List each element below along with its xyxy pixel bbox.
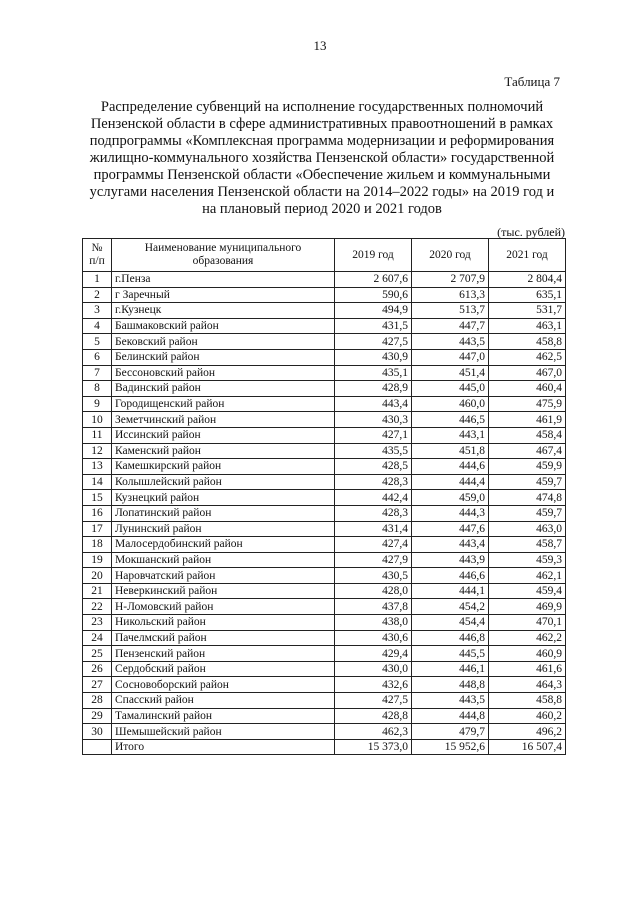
cell-2021: 467,4: [489, 443, 566, 459]
table-row: [83, 708, 566, 724]
header-num: № п/п: [83, 239, 112, 272]
cell-2021: 469,9: [489, 599, 566, 615]
cell-num: 15: [83, 490, 112, 506]
cell-name: Неверкинский район: [112, 583, 335, 599]
cell-name: Земетчинский район: [112, 412, 335, 428]
cell-2021: 458,8: [489, 693, 566, 709]
cell-2021: 458,8: [489, 334, 566, 350]
cell-2019: 428,3: [335, 505, 412, 521]
cell-num: 24: [83, 630, 112, 646]
cell-name: Вадинский район: [112, 381, 335, 397]
cell-2021: 462,2: [489, 630, 566, 646]
cell-2021: 474,8: [489, 490, 566, 506]
table-row: [83, 459, 566, 475]
cell-2019: 430,5: [335, 568, 412, 584]
cell-2021: 462,5: [489, 349, 566, 365]
title-line: Распределение субвенций на исполнение государственных полномочий: [100, 99, 544, 115]
header-2020: 2020 год: [412, 239, 489, 272]
total-cell-name: Итого: [112, 739, 335, 755]
cell-2019: 430,9: [335, 349, 412, 365]
cell-2021: 2 804,4: [489, 272, 566, 288]
cell-2021: 458,7: [489, 537, 566, 553]
cell-2021: 460,9: [489, 646, 566, 662]
total-cell-num: [83, 739, 112, 755]
table-row: [83, 381, 566, 397]
cell-2019: 429,4: [335, 646, 412, 662]
cell-2019: 435,5: [335, 443, 412, 459]
cell-num: 23: [83, 615, 112, 631]
cell-2019: 437,8: [335, 599, 412, 615]
title-line: на плановый период 2020 и 2021 годов: [202, 201, 442, 217]
title-line: услугами населения Пензенской области на 2014–2022 годы» на 2019 год и: [89, 184, 555, 200]
cell-2021: 459,9: [489, 459, 566, 475]
cell-2019: 462,3: [335, 724, 412, 740]
cell-2020: 443,1: [412, 427, 489, 443]
table-body: [83, 272, 566, 755]
cell-name: Камешкирский район: [112, 459, 335, 475]
cell-name: Малосердобинский район: [112, 537, 335, 553]
total-cell-2019: 15 373,0: [335, 739, 412, 755]
cell-num: 20: [83, 568, 112, 584]
cell-num: 10: [83, 412, 112, 428]
cell-2020: 447,7: [412, 318, 489, 334]
cell-2020: 447,6: [412, 521, 489, 537]
cell-2019: 590,6: [335, 287, 412, 303]
cell-2020: 451,8: [412, 443, 489, 459]
cell-num: 1: [83, 272, 112, 288]
cell-name: г.Пенза: [112, 272, 335, 288]
table-row: [83, 318, 566, 334]
cell-2021: 459,7: [489, 474, 566, 490]
cell-2020: 479,7: [412, 724, 489, 740]
cell-2020: 443,5: [412, 693, 489, 709]
title-line: жилищно-коммунального хозяйства Пензенской области» государственной: [89, 150, 555, 166]
cell-name: Лунинский район: [112, 521, 335, 537]
table-row: [83, 630, 566, 646]
table-row: [83, 349, 566, 365]
header-name: Наименование муниципального образования: [112, 239, 335, 272]
cell-name: Спасский район: [112, 693, 335, 709]
cell-2020: 444,8: [412, 708, 489, 724]
cell-2019: 438,0: [335, 615, 412, 631]
cell-2019: 428,0: [335, 583, 412, 599]
cell-num: 29: [83, 708, 112, 724]
cell-2021: 635,1: [489, 287, 566, 303]
cell-2020: 443,9: [412, 552, 489, 568]
cell-2020: 460,0: [412, 396, 489, 412]
cell-num: 30: [83, 724, 112, 740]
cell-2020: 446,6: [412, 568, 489, 584]
cell-num: 8: [83, 381, 112, 397]
cell-name: Пензенский район: [112, 646, 335, 662]
cell-2019: 428,5: [335, 459, 412, 475]
total-cell-2020: 15 952,6: [412, 739, 489, 755]
cell-2020: 444,1: [412, 583, 489, 599]
cell-2020: 443,4: [412, 537, 489, 553]
table-label: Таблица 7: [504, 74, 560, 89]
cell-2020: 454,4: [412, 615, 489, 631]
total-cell-2021: 16 507,4: [489, 739, 566, 755]
table-row: [83, 490, 566, 506]
cell-name: Тамалинский район: [112, 708, 335, 724]
title-line: программы Пензенской области «Обеспечение жильем и коммунальными: [93, 167, 551, 183]
cell-2019: 431,5: [335, 318, 412, 334]
cell-num: 14: [83, 474, 112, 490]
cell-2020: 443,5: [412, 334, 489, 350]
cell-2021: 459,3: [489, 552, 566, 568]
cell-name: Мокшанский район: [112, 552, 335, 568]
cell-2021: 460,2: [489, 708, 566, 724]
table-row: [83, 599, 566, 615]
table-row: [83, 661, 566, 677]
table-row: [83, 521, 566, 537]
cell-2021: 463,0: [489, 521, 566, 537]
cell-2019: 427,9: [335, 552, 412, 568]
cell-2019: 427,5: [335, 334, 412, 350]
cell-2019: 442,4: [335, 490, 412, 506]
cell-2020: 459,0: [412, 490, 489, 506]
cell-2020: 445,5: [412, 646, 489, 662]
cell-2021: 461,9: [489, 412, 566, 428]
cell-2020: 454,2: [412, 599, 489, 615]
cell-num: 28: [83, 693, 112, 709]
cell-2020: 447,0: [412, 349, 489, 365]
cell-2020: 613,3: [412, 287, 489, 303]
table-row: [83, 583, 566, 599]
cell-2021: 460,4: [489, 381, 566, 397]
cell-name: Городищенский район: [112, 396, 335, 412]
cell-2020: 444,6: [412, 459, 489, 475]
cell-name: Иссинский район: [112, 427, 335, 443]
cell-num: 22: [83, 599, 112, 615]
cell-num: 7: [83, 365, 112, 381]
table-row: [83, 677, 566, 693]
table-row: [83, 474, 566, 490]
table-row: [83, 396, 566, 412]
cell-2020: 451,4: [412, 365, 489, 381]
cell-num: 25: [83, 646, 112, 662]
cell-2019: 2 607,6: [335, 272, 412, 288]
cell-2020: 445,0: [412, 381, 489, 397]
table-row: [83, 724, 566, 740]
cell-name: Никольский район: [112, 615, 335, 631]
table-row: [83, 552, 566, 568]
cell-2020: 2 707,9: [412, 272, 489, 288]
cell-name: Н-Ломовский район: [112, 599, 335, 615]
total-row: [83, 739, 566, 755]
cell-2021: 462,1: [489, 568, 566, 584]
cell-2019: 431,4: [335, 521, 412, 537]
cell-name: Шемышейский район: [112, 724, 335, 740]
table-row: [83, 568, 566, 584]
table-row: [83, 427, 566, 443]
cell-2019: 430,3: [335, 412, 412, 428]
table-row: [83, 615, 566, 631]
cell-2019: 428,8: [335, 708, 412, 724]
table-row: [83, 443, 566, 459]
cell-num: 17: [83, 521, 112, 537]
cell-2021: 464,3: [489, 677, 566, 693]
cell-num: 2: [83, 287, 112, 303]
cell-2021: 458,4: [489, 427, 566, 443]
table-row: [83, 365, 566, 381]
cell-2021: 467,0: [489, 365, 566, 381]
cell-name: Лопатинский район: [112, 505, 335, 521]
cell-2019: 443,4: [335, 396, 412, 412]
cell-name: Кузнецкий район: [112, 490, 335, 506]
cell-name: Наровчатский район: [112, 568, 335, 584]
header-2021: 2021 год: [489, 239, 566, 272]
cell-2021: 461,6: [489, 661, 566, 677]
cell-name: Колышлейский район: [112, 474, 335, 490]
table-row: [83, 646, 566, 662]
table-row: [83, 303, 566, 319]
cell-num: 3: [83, 303, 112, 319]
cell-name: Бековский район: [112, 334, 335, 350]
cell-2021: 531,7: [489, 303, 566, 319]
cell-num: 19: [83, 552, 112, 568]
title-line: подпрограммы «Комплексная программа модернизации и реформирования: [89, 133, 555, 149]
subvention-table: [82, 238, 566, 755]
title-line: Пензенской области в сфере административных правоотношений в рамках: [90, 116, 554, 132]
cell-name: Башмаковский район: [112, 318, 335, 334]
cell-num: 11: [83, 427, 112, 443]
header-2019: 2019 год: [335, 239, 412, 272]
table-header-row: [83, 239, 566, 272]
cell-2020: 513,7: [412, 303, 489, 319]
document-title: [78, 99, 566, 218]
cell-2020: 444,3: [412, 505, 489, 521]
cell-name: Белинский район: [112, 349, 335, 365]
cell-num: 12: [83, 443, 112, 459]
cell-num: 18: [83, 537, 112, 553]
cell-num: 13: [83, 459, 112, 475]
table-row: [83, 505, 566, 521]
cell-2020: 446,1: [412, 661, 489, 677]
cell-name: Каменский район: [112, 443, 335, 459]
cell-2019: 494,9: [335, 303, 412, 319]
units-label: (тыс. рублей): [497, 225, 565, 239]
table-row: [83, 693, 566, 709]
cell-2019: 432,6: [335, 677, 412, 693]
cell-num: 6: [83, 349, 112, 365]
table-row: [83, 287, 566, 303]
cell-2019: 427,4: [335, 537, 412, 553]
cell-num: 5: [83, 334, 112, 350]
cell-2019: 435,1: [335, 365, 412, 381]
cell-num: 16: [83, 505, 112, 521]
page-number: 13: [313, 38, 327, 53]
cell-2019: 427,1: [335, 427, 412, 443]
table-row: [83, 272, 566, 288]
cell-num: 9: [83, 396, 112, 412]
cell-name: Сосновоборский район: [112, 677, 335, 693]
cell-2019: 430,6: [335, 630, 412, 646]
cell-2021: 459,7: [489, 505, 566, 521]
cell-num: 21: [83, 583, 112, 599]
cell-2021: 470,1: [489, 615, 566, 631]
cell-2021: 475,9: [489, 396, 566, 412]
cell-2019: 428,9: [335, 381, 412, 397]
cell-name: Бессоновский район: [112, 365, 335, 381]
cell-2021: 496,2: [489, 724, 566, 740]
cell-2021: 459,4: [489, 583, 566, 599]
cell-2020: 446,8: [412, 630, 489, 646]
table-row: [83, 334, 566, 350]
cell-num: 27: [83, 677, 112, 693]
cell-2019: 427,5: [335, 693, 412, 709]
cell-2021: 463,1: [489, 318, 566, 334]
cell-name: г.Кузнецк: [112, 303, 335, 319]
cell-2020: 448,8: [412, 677, 489, 693]
cell-num: 26: [83, 661, 112, 677]
cell-2020: 446,5: [412, 412, 489, 428]
table-row: [83, 537, 566, 553]
cell-name: Сердобский район: [112, 661, 335, 677]
cell-num: 4: [83, 318, 112, 334]
cell-2020: 444,4: [412, 474, 489, 490]
table-row: [83, 412, 566, 428]
cell-2019: 428,3: [335, 474, 412, 490]
cell-name: Пачелмский район: [112, 630, 335, 646]
cell-name: г Заречный: [112, 287, 335, 303]
cell-2019: 430,0: [335, 661, 412, 677]
